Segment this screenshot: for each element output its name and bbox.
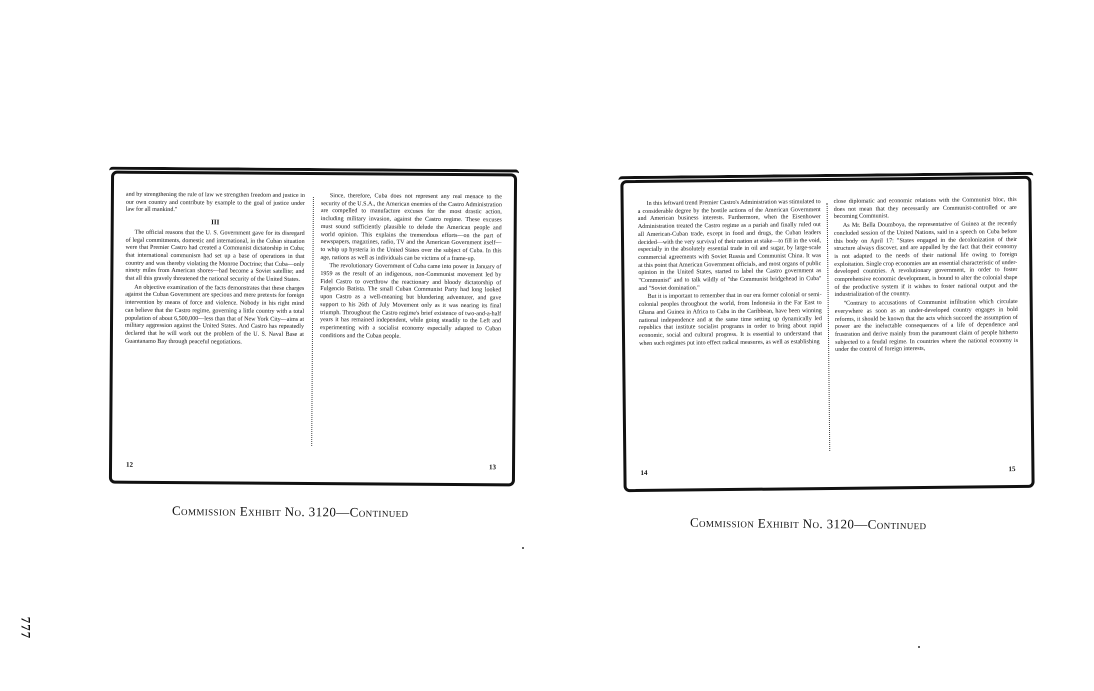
side-page-number: 777 bbox=[18, 616, 34, 640]
paragraph: In this leftward trend Premier Castro's Administration was stimulated to a considerable degree by the hostile actions of the American Government and American business interests. Furthermore, when the Eisenhower Administration treated the Castro regime as a pariah and finally ruled out all American-Cuban trade, except in food and drugs, the Cuban leaders decided—with the very survival of their nation at stake—to fill in the void, especially in the absolutely essential trade in oil and sugar, by large-scale commercial agreements with Soviet Russia and Communist China. It was at this point that American Government officials, and most organs of public opinion in the United States, started to label the Castro government as "Communist" and to talk wildly of "the Communist bridgehead in Cuba" and "Soviet domination." bbox=[637, 199, 822, 292]
left-page-spread bbox=[109, 171, 517, 487]
page-number: 15 bbox=[1008, 465, 1016, 474]
paragraph: "Contrary to accusations of Communist infiltration which circulate everywhere as soon as an under-developed country engages in bold reforms, it should be known that the acts which succeed the assumption of power are the ineluctable consequences of a life of dependence and frustration and derive mainly from the paramount claim of people hitherto subjected to a feudal regime. In countries where the national economy is under the control of foreign interests, bbox=[834, 299, 1019, 354]
left-spread-column-b bbox=[319, 193, 502, 449]
paragraph: The revolutionary Government of Cuba came into power in January of 1959 as the result of an indigenous, non-Communist movement led by Fidel Castro to overthrow the reactionary and bloody dictatorship of Fulgencio Batista. The small Cuban Communist Party had long looked upon Castro as a well-meaning but blundering adventurer, and gave support to his 26th of July Movement only as it was nearing its final triumph. Throughout the Castro regime's brief existence of two-and-a-half years it has remained independent, while going steadily to the Left and experimenting with a socialist economy especially adapted to Cuban conditions and the Cuban people. bbox=[319, 263, 502, 340]
paragraph: An objective examination of the facts demonstrates that these charges against the Cuban Government are specious and mere pretexts for foreign intervention by means of force and violence. Nobody in his right mind can believe that the Castro regime, governing a little country with a total population of about 6,500,000—less than that of New York City—aims at military aggression against the United States. And Castro has repeatedly declared that he will work out the problem of the U. S. Naval Base at Guantanamo Bay through peaceful negotiations. bbox=[124, 284, 305, 346]
page-number: 14 bbox=[640, 468, 648, 477]
scan-speck bbox=[918, 646, 920, 648]
right-spread-column-a bbox=[638, 199, 824, 455]
paragraph: close diplomatic and economic relations with the Communist bloc, this does not mean that they necessarily are Communist-controlled or are becoming Communist. bbox=[833, 197, 1017, 221]
scan-speck bbox=[522, 547, 524, 549]
column-gutter bbox=[827, 203, 831, 451]
paragraph: Since, therefore, Cuba does not represent any real menace to the security of the U.S.A., the American enemies of the Castro Administration are compelled to manufacture excuses for the most drastic action, including military invasion, against the Castro regime. These excuses must sound sufficiently plausible to delude the American people and world opinion. This explains the tremendous efforts—on the part of newspapers, magazines, radio, TV and the American Government itself—to whip up hysteria in the United States over the subject of Cuba. In this age, nations as well as individuals can be victims of a frame-up. bbox=[320, 193, 502, 262]
column-gutter bbox=[311, 197, 314, 446]
paragraph: As Mr. Bella Doumboya, the representative of Guinea at the recently concluded session of the United Nations, said in a speech on Cuba before this body on April 17: "States engaged in the decolonization of their structure always discover, and are appalled by the fact that their economy is not adapted to the needs of their national life owing to foreign exploitation. Single crop economies are an essential characteristic of under-developed countries. A revolutionary government, in order to foster comprehensive economic development, is bound to alter the colonial shape of the productive system if it wishes to foster national output and the industrialization of the country. bbox=[833, 221, 1018, 299]
paragraph: The official reasons that the U. S. Government gave for its disregard of legal commitments, domestic and international, in the Cuban situation were that Premier Castro had created a Communist dictatorship in Cuba; that international communism had set up a base of operations in that country and was thereby violating the Monroe Doctrine; that Cuba—only ninety miles from American shores—had become a Soviet satellite; and that all this gravely threatened the national security of the United States. bbox=[125, 229, 305, 283]
section-heading: III bbox=[211, 218, 220, 227]
exhibit-caption-right bbox=[690, 515, 927, 533]
paragraph: But it is important to remember that in our era former colonial or semi-colonial peoples throughout the world, from Indonesia in the Far East to Ghana and Guinea in Africa to Cuba in the Caribbean, have been winning national independence and at the same time setting up dynamically led republics that institute socialist programs in order to bring about rapid economic, social and cultural progress. It is essential to understand that when such regimes put into effect radical measures, as well as establishing bbox=[638, 292, 823, 347]
paragraph: and by strengthening the rule of law we strengthen freedom and justice in our own country and contribute by example to the goal of justice under law for all mankind." bbox=[125, 191, 305, 214]
exhibit-caption-left bbox=[172, 503, 409, 521]
caption-text: Commission Exhibit No. 3120—Continued bbox=[171, 502, 409, 521]
page-number: 12 bbox=[126, 460, 134, 469]
page-number: 13 bbox=[489, 463, 497, 472]
left-spread-column-a bbox=[124, 192, 305, 448]
right-spread-column-b bbox=[834, 197, 1020, 453]
caption-text: Commission Exhibit No. 3120—Continued bbox=[689, 514, 927, 533]
right-page-spread bbox=[620, 176, 1034, 492]
